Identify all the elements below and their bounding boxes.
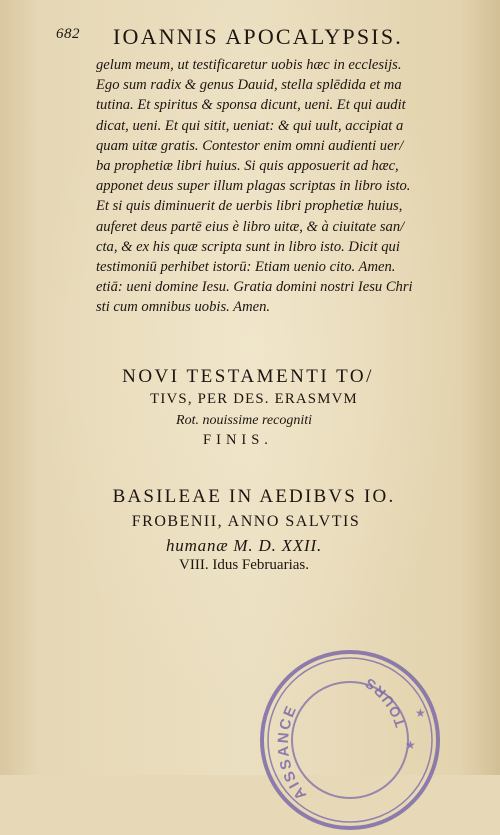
text-line: cta, & ex his quæ scripta sunt in libro isto. Dicit qui (96, 238, 400, 255)
text-line: tutina. Et spiritus & sponsa dicunt, ueni. Et qui audit (96, 97, 406, 114)
text-line: quam uitæ gratis. Contestor enim omni audienti uer/ (96, 137, 404, 154)
text-line: apponet deus super illum plagas scriptas in libro isto. (96, 178, 411, 195)
imprint-line: humanæ M. D. XXII. (165, 536, 323, 555)
stamp-text-top: TOURS (359, 673, 409, 730)
imprint-date: VIII. Idus Februarias. (179, 557, 309, 573)
imprint-line: FROBENII, ANNO SALVTIS (131, 513, 361, 530)
finis-line: FINIS. (203, 432, 273, 448)
imprint-line: BASILEAE IN AEDIBVS IO. (112, 486, 396, 507)
stamp-star: ★ (405, 738, 416, 752)
colophon-line: TIVS, PER DES. ERASMVM (150, 391, 358, 407)
text-line: testimoniū perhibet istorū: Etiam uenio cito. Amen. (96, 259, 396, 276)
text-line: Et si quis diminuerit de uerbis libri prophetiæ huius, (96, 198, 403, 215)
text-line: sti cum omnibus uobis. Amen. (96, 299, 271, 316)
colophon-line: NOVI TESTAMENTI TO/ (122, 366, 374, 387)
stamp-star: ★ (415, 706, 426, 720)
text-line: dicat, ueni. Et qui sitit, ueniat: & qui uult, accipiat a (96, 117, 404, 134)
library-stamp (255, 645, 445, 835)
colophon-line: Rot. nouissime recogniti (176, 413, 312, 428)
text-line: Ego sum radix & genus Dauid, stella splēdida et ma (96, 77, 402, 94)
text-line: ba prophetiæ libri huius. Si quis apposuerit ad hæc, (96, 158, 399, 175)
svg-text:AISSANCE (275, 702, 310, 803)
stamp-text-left: AISSANCE (274, 701, 311, 803)
page-number: 682 (56, 26, 80, 42)
body-text (96, 55, 464, 318)
text-line: auferet deus partē eius è libro uitæ, & à ciuitate san/ (96, 218, 405, 235)
text-line: gelum meum, ut testificaretur uobis hæc in ecclesijs. (96, 57, 402, 73)
text-line: etiā: ueni domine Iesu. Gratia domini nostri Iesu Chri (96, 279, 413, 296)
svg-text:TOURS (360, 673, 408, 729)
running-head: IOANNIS APOCALYPSIS. (113, 24, 403, 49)
